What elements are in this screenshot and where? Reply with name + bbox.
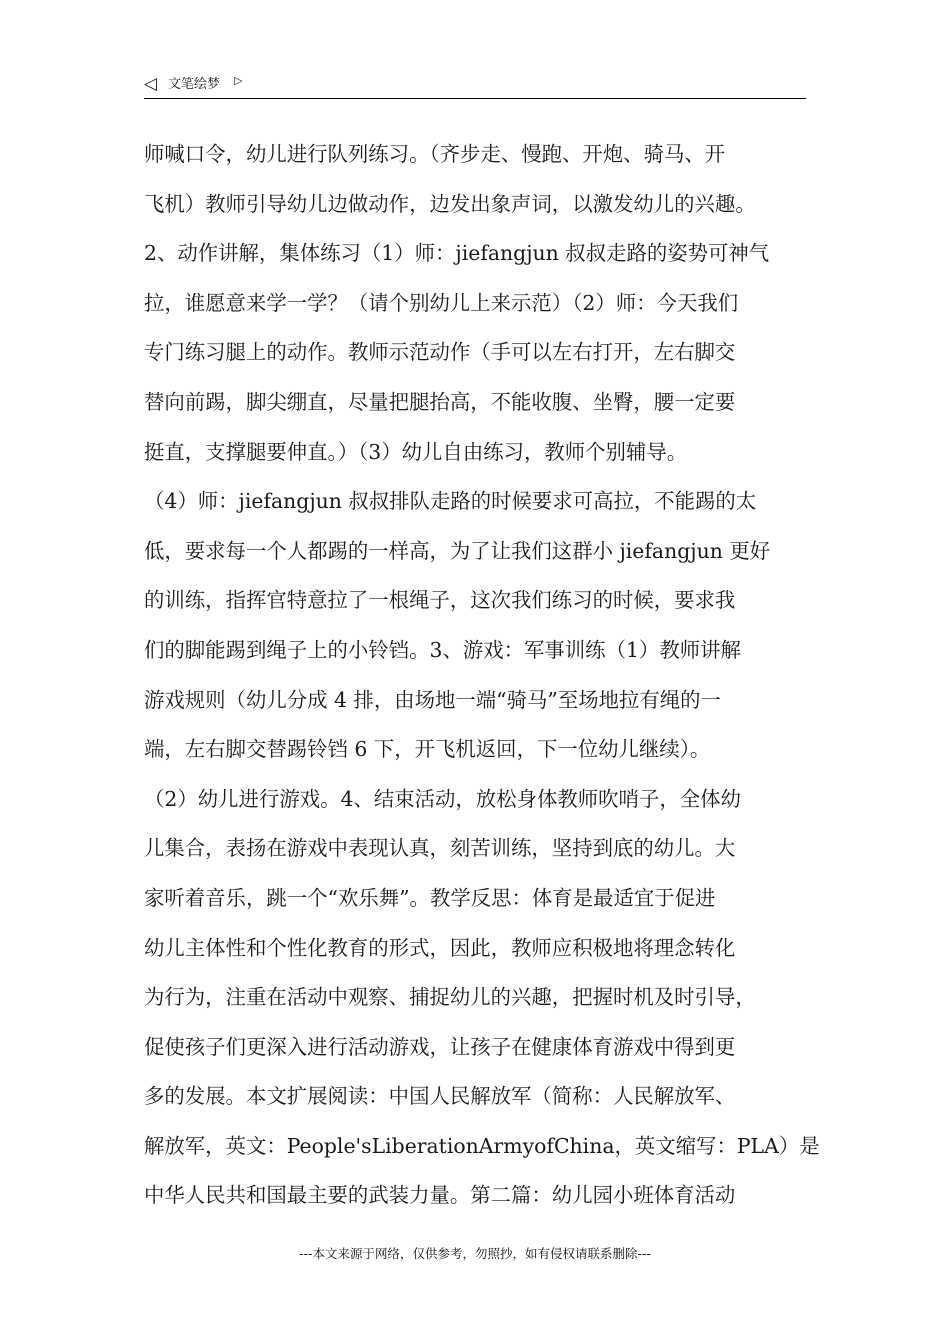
body-line: 专门练习腿上的动作。教师示范动作（手可以左右打开，左右脚交 [144,340,736,365]
body-line: （4）师：jiefangjun 叔叔排队走路的时候要求可高拉，不能踢的太 [144,489,757,514]
body-line: 解放军，英文：People'sLiberationArmyofChina，英文缩写：PLA）是 [144,1133,820,1158]
body-line: 中华人民共和国最主要的武装力量。第二篇：幼儿园小班体育活动 [144,1183,736,1208]
body-line: 端，左右脚交替踢铃铛 6 下，开飞机返回，下一位幼儿继续）。 [144,737,711,762]
body-line: 幼儿主体性和个性化教育的形式，因此，教师应积极地将理念转化 [144,935,736,960]
page-footer: ---本文来源于网络，仅供参考，勿照抄，如有侵权请联系删除--- [298,1246,652,1261]
body-line: 促使孩子们更深入进行活动游戏，让孩子在健康体育游戏中得到更 [144,1034,736,1059]
body-line: 低，要求每一个人都踢的一样高，为了让我们这群小 jiefangjun 更好 [144,538,771,563]
body-line: 家听着音乐，跳一个“欢乐舞”。教学反思：体育是最适宜于促进 [144,885,716,910]
body-line: 拉，谁愿意来学一学？（请个别幼儿上来示范）（2）师：今天我们 [144,290,739,315]
body-line: 飞机）教师引导幼儿边做动作，边发出象声词，以激发幼儿的兴趣。 [144,191,756,216]
body-line: 替向前踢，脚尖绷直，尽量把腿抬高，不能收腹、坐臀，腰一定要 [144,389,736,414]
body-line: 游戏规则（幼儿分成 4 排，由场地一端“骑马”至场地拉有绳的一 [144,687,721,712]
body-line: 2、动作讲解，集体练习（1）师：jiefangjun 叔叔走路的姿势可神气 [144,241,770,266]
body-line: （2）幼儿进行游戏。4、结束活动，放松身体教师吹哨子，全体幼 [144,786,741,811]
body-line: 的训练，指挥官特意拉了一根绳子，这次我们练习的时候，要求我 [144,588,736,613]
header-brand: 文笔绘梦 [168,77,221,92]
left-triangle-icon: ◁ [144,74,158,94]
body-line: 们的脚能踢到绳子上的小铃铛。3、游戏：军事训练（1）教师讲解 [144,637,741,662]
body-line: 儿集合，表扬在游戏中表现认真，刻苦训练，坚持到底的幼儿。大 [144,836,736,861]
body-line: 为行为，注重在活动中观察、捕捉幼儿的兴趣，把握时机及时引导， [144,985,756,1010]
body-line: 多的发展。本文扩展阅读：中国人民解放军（简称：人民解放军、 [144,1084,736,1109]
document-body [144,130,820,1221]
body-line: 挺直，支撑腿要伸直。）（3）幼儿自由练习，教师个别辅导。 [144,439,688,464]
page-header [144,72,806,99]
right-triangle-icon: ▷ [234,74,243,87]
body-line: 师喊口令，幼儿进行队列练习。（齐步走、慢跑、开炮、骑马、开 [144,142,726,166]
